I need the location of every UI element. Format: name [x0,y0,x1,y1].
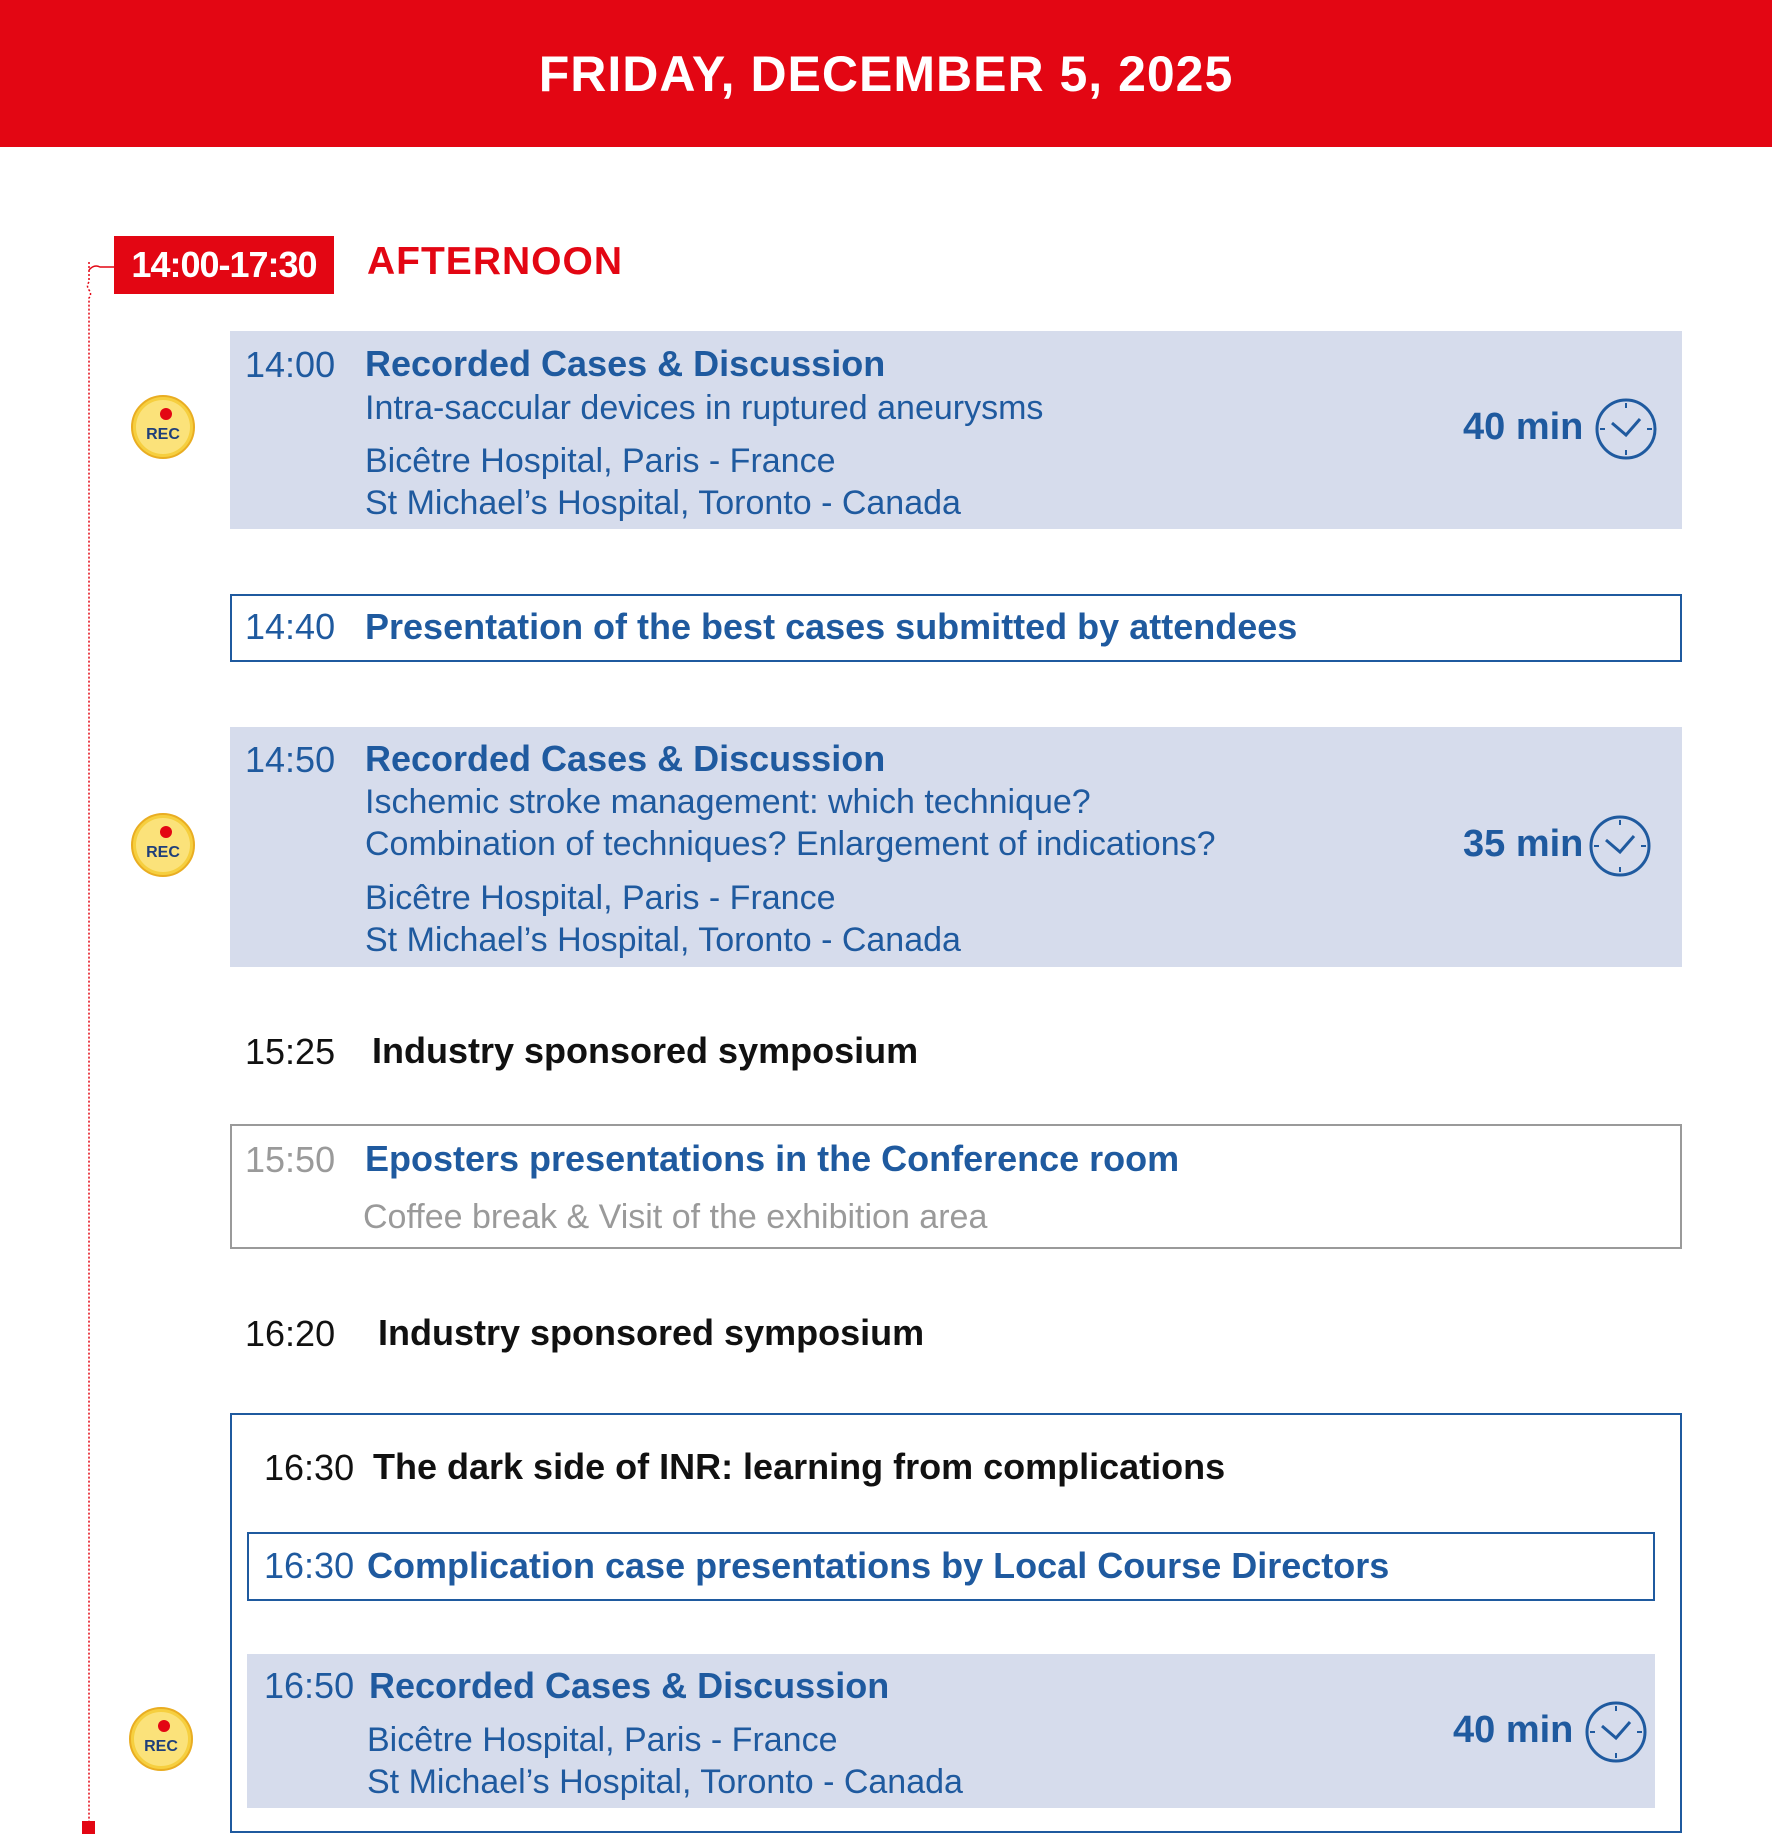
session-duration: 40 min [1453,1709,1574,1751]
session-topic: Intra-saccular devices in ruptured aneurysms [365,389,1044,427]
page-header [0,0,1772,147]
clock-icon [1584,1700,1648,1764]
session-title: The dark side of INR: learning from complications [373,1446,1226,1487]
rec-icon [130,812,196,878]
timeline-end-marker [82,1821,95,1834]
session-title: Recorded Cases & Discussion [365,738,886,779]
session-title: Eposters presentations in the Conference room [365,1138,1180,1179]
session-time: 14:40 [245,606,336,647]
session-location: St Michael’s Hospital, Toronto - Canada [365,921,961,959]
clock-icon [1594,397,1658,461]
session-topic: Ischemic stroke management: which technique? [365,783,1091,821]
session-title: Recorded Cases & Discussion [369,1665,890,1706]
session-title: Complication case presentations by Local Course Directors [367,1545,1390,1586]
session-title: Presentation of the best cases submitted by attendees [365,606,1298,647]
session-location: Bicêtre Hospital, Paris - France [367,1721,838,1759]
session-location: St Michael’s Hospital, Toronto - Canada [365,484,961,522]
rec-icon [130,394,196,460]
session-duration: 40 min [1463,406,1584,448]
clock-icon [1588,814,1652,878]
session-time: 16:20 [245,1313,336,1354]
session-time: 15:50 [245,1139,336,1180]
session-time: 14:50 [245,739,336,780]
session-duration: 35 min [1463,823,1584,865]
rec-label: REC [146,426,180,443]
session-title: Industry sponsored symposium [378,1312,925,1353]
rec-label: REC [144,1738,178,1755]
session-time: 15:25 [245,1031,336,1072]
session-time: 16:50 [264,1665,355,1706]
page-title: FRIDAY, DECEMBER 5, 2025 [538,45,1234,102]
section-title: AFTERNOON [367,240,623,283]
session-location: Bicêtre Hospital, Paris - France [365,879,836,917]
rec-label: REC [146,844,180,861]
session-title: Recorded Cases & Discussion [365,343,886,384]
session-topic: Combination of techniques? Enlargement of indications? [365,825,1216,863]
session-subtitle: Coffee break & Visit of the exhibition area [363,1198,988,1236]
session-title: Industry sponsored symposium [372,1030,919,1071]
session-location: St Michael’s Hospital, Toronto - Canada [367,1763,963,1801]
timeline-connector [84,262,116,272]
timeline-line [84,262,94,1834]
session-location: Bicêtre Hospital, Paris - France [365,442,836,480]
session-time: 14:00 [245,344,336,385]
section-time-range: 14:00-17:30 [114,236,334,294]
session-time: 16:30 [264,1447,355,1488]
rec-icon [128,1706,194,1772]
session-time: 16:30 [264,1545,355,1586]
